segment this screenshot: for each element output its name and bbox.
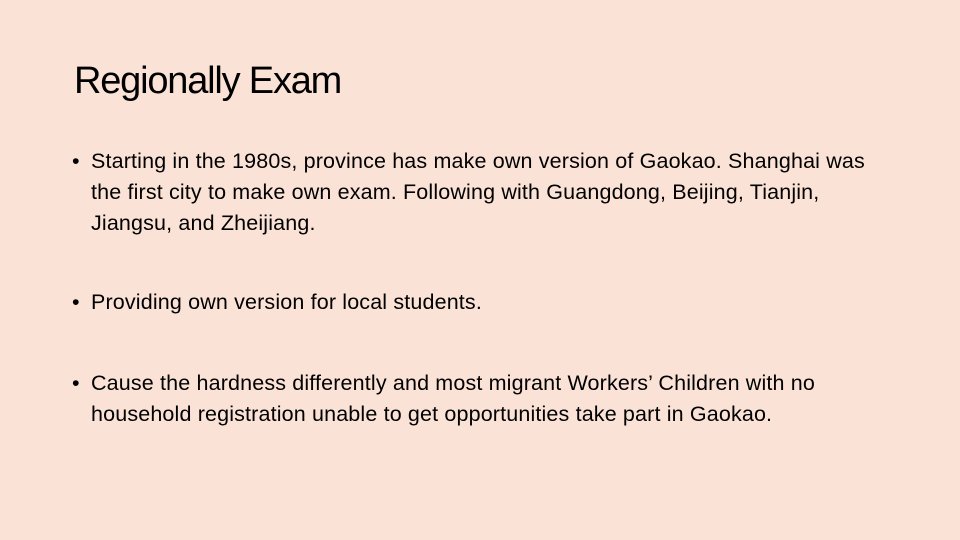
bullet-icon: • — [72, 290, 80, 314]
bullet-text: Starting in the 1980s, province has make own version of Gaokao. Shanghai was the first city to make own exam. Following with Guangdong, Beijing, Tianjin, Jiangsu, and Zheijiang. — [91, 149, 865, 235]
bullet-text: Providing own version for local students. — [91, 290, 482, 314]
bullet-icon: • — [72, 149, 80, 173]
bullet-text: Cause the hardness differently and most migrant Workers’ Children with no household registration unable to get opportunities take part in Gaokao. — [91, 371, 815, 426]
bullet-item — [72, 368, 872, 430]
bullet-item — [72, 287, 872, 318]
bullet-item — [72, 146, 872, 239]
bullet-icon: • — [72, 371, 80, 395]
slide-title: Regionally Exam — [74, 60, 342, 102]
bullet-list — [72, 146, 872, 430]
